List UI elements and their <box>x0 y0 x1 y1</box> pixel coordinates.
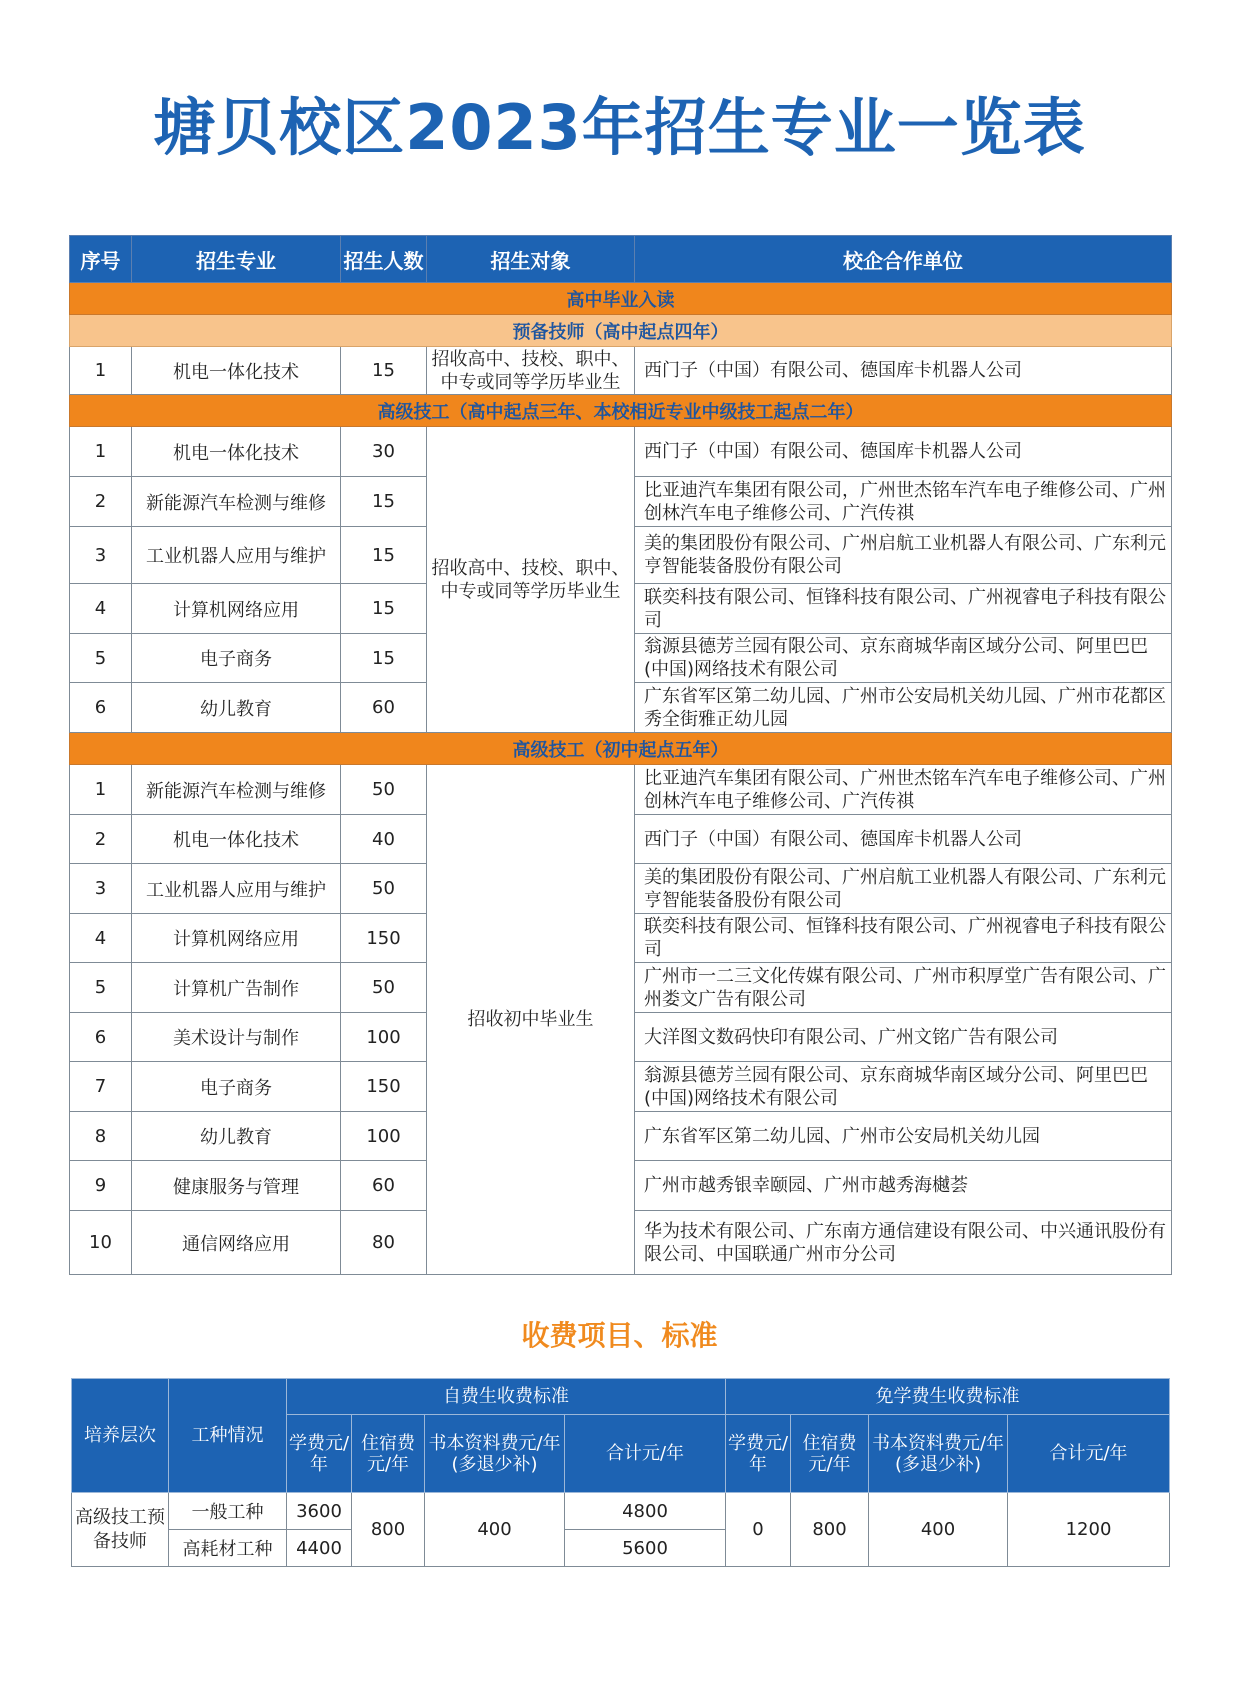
row-quota: 50 <box>341 963 427 1013</box>
fee-header-lodging: 住宿费元/年 <box>791 1415 869 1493</box>
fee-header-total: 合计元/年 <box>565 1415 726 1493</box>
fee-table <box>71 1378 1170 1567</box>
fee-type: 一般工种 <box>169 1493 287 1530</box>
row-major: 幼儿教育 <box>132 683 341 733</box>
row-major: 幼儿教育 <box>132 1112 341 1161</box>
row-major: 计算机网络应用 <box>132 584 341 634</box>
row-index: 4 <box>70 914 132 963</box>
fee-type: 高耗材工种 <box>169 1530 287 1567</box>
table-row <box>70 427 1172 477</box>
row-partners: 广东省军区第二幼儿园、广州市公安局机关幼儿园、广州市花都区秀全街雅正幼儿园 <box>635 683 1172 733</box>
row-quota: 40 <box>341 815 427 864</box>
row-partners: 美的集团股份有限公司、广州启航工业机器人有限公司、广东利元亨智能装备股份有限公司 <box>635 527 1172 584</box>
enrollment-table <box>69 235 1172 1275</box>
row-partners: 比亚迪汽车集团有限公司，广州世杰铭车汽车电子维修公司、广州创林汽车电子维修公司、广汽传祺 <box>635 477 1172 527</box>
fee-free-tuition: 0 <box>726 1493 791 1567</box>
table-header-row <box>70 236 1172 283</box>
row-index: 5 <box>70 634 132 683</box>
table-row <box>72 1493 1170 1530</box>
header-target: 招生对象 <box>427 236 635 283</box>
fee-self-lodging: 800 <box>352 1493 425 1567</box>
fee-tuition: 4400 <box>287 1530 352 1567</box>
row-index: 5 <box>70 963 132 1013</box>
row-quota: 15 <box>341 477 427 527</box>
row-partners: 联奕科技有限公司、恒锋科技有限公司、广州视睿电子科技有限公司 <box>635 914 1172 963</box>
fee-self-books: 400 <box>425 1493 565 1567</box>
row-index: 1 <box>70 427 132 477</box>
row-major: 健康服务与管理 <box>132 1161 341 1211</box>
row-partners: 翁源县德芳兰园有限公司、京东商城华南区域分公司、阿里巴巴(中国)网络技术有限公司 <box>635 1062 1172 1112</box>
row-quota: 60 <box>341 683 427 733</box>
row-quota: 15 <box>341 527 427 584</box>
fee-header-free: 免学费生收费标准 <box>726 1379 1170 1415</box>
row-major: 机电一体化技术 <box>132 347 341 395</box>
row-partners: 广州市越秀银幸颐园、广州市越秀海樾荟 <box>635 1161 1172 1211</box>
row-quota: 100 <box>341 1013 427 1062</box>
row-major: 美术设计与制作 <box>132 1013 341 1062</box>
row-major: 工业机器人应用与维护 <box>132 864 341 914</box>
row-partners: 大洋图文数码快印有限公司、广州文铭广告有限公司 <box>635 1013 1172 1062</box>
row-partners: 比亚迪汽车集团有限公司、广州世杰铭车汽车电子维修公司、广州创林汽车电子维修公司、广汽传祺 <box>635 765 1172 815</box>
row-partners: 华为技术有限公司、广东南方通信建设有限公司、中兴通讯股份有限公司、中国联通广州市分公司 <box>635 1211 1172 1275</box>
row-target: 招收高中、技校、职中、中专或同等学历毕业生 <box>427 347 635 395</box>
row-index: 1 <box>70 347 132 395</box>
row-major: 电子商务 <box>132 1062 341 1112</box>
row-major: 计算机广告制作 <box>132 963 341 1013</box>
row-quota: 30 <box>341 427 427 477</box>
row-quota: 80 <box>341 1211 427 1275</box>
fee-free-books: 400 <box>869 1493 1008 1567</box>
fee-section-title: 收费项目、标准 <box>521 1319 718 1352</box>
row-partners: 联奕科技有限公司、恒锋科技有限公司、广州视睿电子科技有限公司 <box>635 584 1172 634</box>
fee-header-row <box>72 1379 1170 1415</box>
row-index: 7 <box>70 1062 132 1112</box>
header-quota: 招生人数 <box>341 236 427 283</box>
row-partners: 西门子（中国）有限公司、德国库卡机器人公司 <box>635 815 1172 864</box>
header-index: 序号 <box>70 236 132 283</box>
fee-header-books: 书本资料费元/年(多退少补) <box>869 1415 1008 1493</box>
row-index: 9 <box>70 1161 132 1211</box>
row-major: 新能源汽车检测与维修 <box>132 765 341 815</box>
section3-title: 高级技工（初中起点五年） <box>70 733 1172 765</box>
row-partners: 广州市一二三文化传媒有限公司、广州市积厚堂广告有限公司、广州娄文广告有限公司 <box>635 963 1172 1013</box>
row-major: 机电一体化技术 <box>132 427 341 477</box>
section-header <box>70 395 1172 427</box>
fee-header-books: 书本资料费元/年(多退少补) <box>425 1415 565 1493</box>
row-quota: 150 <box>341 1062 427 1112</box>
row-partners: 翁源县德芳兰园有限公司、京东商城华南区域分公司、阿里巴巴(中国)网络技术有限公司 <box>635 634 1172 683</box>
fee-header-tuition: 学费元/年 <box>287 1415 352 1493</box>
row-major: 机电一体化技术 <box>132 815 341 864</box>
fee-tuition: 3600 <box>287 1493 352 1530</box>
table-row <box>70 347 1172 395</box>
row-major: 通信网络应用 <box>132 1211 341 1275</box>
row-index: 6 <box>70 1013 132 1062</box>
row-quota: 50 <box>341 765 427 815</box>
section1-title: 高中毕业入读 <box>70 283 1172 315</box>
header-major: 招生专业 <box>132 236 341 283</box>
row-index: 1 <box>70 765 132 815</box>
fee-header-type: 工种情况 <box>169 1379 287 1493</box>
row-major: 计算机网络应用 <box>132 914 341 963</box>
row-major: 电子商务 <box>132 634 341 683</box>
row-index: 2 <box>70 477 132 527</box>
row-index: 6 <box>70 683 132 733</box>
section2-title: 高级技工（高中起点三年、本校相近专业中级技工起点二年） <box>70 395 1172 427</box>
fee-level: 高级技工预备技师 <box>72 1493 169 1567</box>
row-quota: 15 <box>341 347 427 395</box>
fee-header-tuition: 学费元/年 <box>726 1415 791 1493</box>
row-index: 8 <box>70 1112 132 1161</box>
row-partners: 西门子（中国）有限公司、德国库卡机器人公司 <box>635 347 1172 395</box>
fee-header-level: 培养层次 <box>72 1379 169 1493</box>
row-quota: 50 <box>341 864 427 914</box>
table-row <box>70 765 1172 815</box>
row-index: 3 <box>70 527 132 584</box>
section-subheader <box>70 315 1172 347</box>
section-header <box>70 283 1172 315</box>
row-partners: 美的集团股份有限公司、广州启航工业机器人有限公司、广东利元亨智能装备股份有限公司 <box>635 864 1172 914</box>
row-index: 2 <box>70 815 132 864</box>
row-target: 招收高中、技校、职中、中专或同等学历毕业生 <box>427 427 635 733</box>
fee-total: 5600 <box>565 1530 726 1567</box>
row-index: 3 <box>70 864 132 914</box>
row-major: 新能源汽车检测与维修 <box>132 477 341 527</box>
row-quota: 100 <box>341 1112 427 1161</box>
row-quota: 15 <box>341 584 427 634</box>
row-quota: 60 <box>341 1161 427 1211</box>
row-index: 4 <box>70 584 132 634</box>
row-partners: 广东省军区第二幼儿园、广州市公安局机关幼儿园 <box>635 1112 1172 1161</box>
row-quota: 15 <box>341 634 427 683</box>
header-partners: 校企合作单位 <box>635 236 1172 283</box>
row-index: 10 <box>70 1211 132 1275</box>
row-target: 招收初中毕业生 <box>427 765 635 1275</box>
fee-header-self-paid: 自费生收费标准 <box>287 1379 726 1415</box>
section-header <box>70 733 1172 765</box>
row-partners: 西门子（中国）有限公司、德国库卡机器人公司 <box>635 427 1172 477</box>
fee-total: 4800 <box>565 1493 726 1530</box>
section1-subtitle: 预备技师（高中起点四年） <box>70 315 1172 347</box>
row-quota: 150 <box>341 914 427 963</box>
fee-free-total: 1200 <box>1008 1493 1170 1567</box>
fee-free-lodging: 800 <box>791 1493 869 1567</box>
fee-header-lodging: 住宿费元/年 <box>352 1415 425 1493</box>
page-title: 塘贝校区2023年招生专业一览表 <box>153 91 1086 164</box>
fee-header-total: 合计元/年 <box>1008 1415 1170 1493</box>
row-major: 工业机器人应用与维护 <box>132 527 341 584</box>
